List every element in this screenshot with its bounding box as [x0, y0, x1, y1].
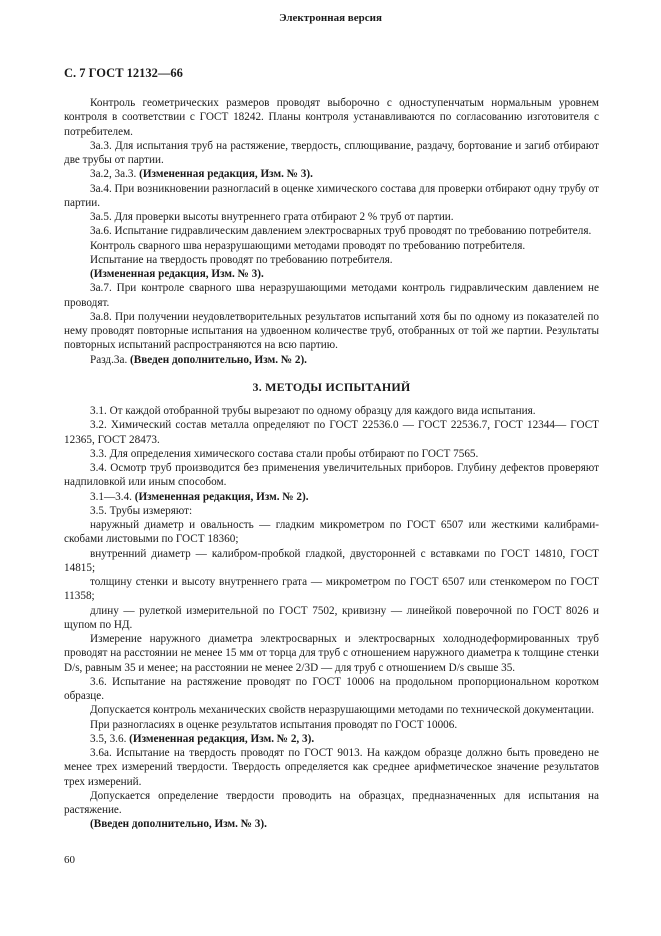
- paragraph-text: 3а.7. При контроле сварного шва неразрушающими методами контроль гидравлическим давлением не проводят.: [64, 282, 599, 309]
- paragraph: [64, 267, 599, 281]
- paragraph-text: 3а.8. При получении неудовлетворительных результатов испытаний хотя бы по одному из показателей по нему проводят повторные испытания на удвоенном количестве труб, отобранных от той же партии. Результаты повторных испытаний распространяются на всю партию.: [64, 310, 599, 352]
- paragraph: [64, 96, 599, 139]
- document-body: [64, 96, 599, 832]
- section-title: 3. МЕТОДЫ ИСПЫТАНИЙ: [252, 379, 411, 394]
- paragraph: [64, 817, 599, 831]
- paragraph-text: Разд.3а.: [90, 353, 131, 366]
- paragraph-text: 3.5. Трубы измеряют:: [90, 504, 193, 517]
- paragraph: [64, 490, 599, 504]
- paragraph-text: 3а.3. Для испытания труб на растяжение, твердость, сплющивание, раздачу, бортование и загиб отбирают две трубы от партии.: [64, 139, 599, 166]
- paragraph-text: длину — рулеткой измерительной по ГОСТ 7502, кривизну — линейкой поверочной по ГОСТ 8026 и щупом по НД.: [64, 604, 599, 631]
- section-3a: [64, 96, 599, 367]
- paragraph: [64, 447, 599, 461]
- paragraph: [64, 518, 599, 547]
- paragraph: [64, 182, 599, 211]
- paragraph: [64, 281, 599, 310]
- paragraph: [64, 746, 599, 789]
- paragraph-text: 3.2. Химический состав металла определяют по ГОСТ 22536.0 — ГОСТ 22536.7, ГОСТ 12344— ГОСТ 12365, ГОСТ 28473.: [64, 419, 599, 446]
- page-number: 60: [64, 854, 75, 866]
- amendment-note: (Измененная редакция, Изм. № 2, 3).: [129, 732, 315, 745]
- paragraph-text: Испытание на твердость проводят по требованию потребителя.: [90, 253, 393, 266]
- paragraph-text: При разногласиях в оценке результатов испытания проводят по ГОСТ 10006.: [90, 718, 458, 731]
- paragraph-text: Допускается контроль механических свойств неразрушающими методами по технической документации.: [90, 704, 594, 717]
- paragraph: [64, 632, 599, 675]
- paragraph: [64, 310, 599, 353]
- amendment-note: (Введен дополнительно, Изм. № 2).: [130, 353, 307, 366]
- paragraph-text: 3.1. От каждой отобранной трубы вырезают по одному образцу для каждого вида испытания.: [90, 405, 536, 417]
- amendment-note: (Введен дополнительно, Изм. № 3).: [90, 818, 267, 831]
- paragraph-text: 3.1—3.4.: [90, 490, 135, 503]
- paragraph: [64, 239, 599, 253]
- paragraph-text: наружный диаметр и овальность — гладким микрометром по ГОСТ 6507 или жесткими калибрами-скобами листовыми по ГОСТ 18360;: [64, 519, 599, 546]
- paragraph: [64, 575, 599, 604]
- paragraph-text: 3.3. Для определения химического состава стали пробы отбирают по ГОСТ 7565.: [90, 447, 479, 460]
- amendment-note: (Измененная редакция, Изм. № 3).: [139, 168, 313, 181]
- paragraph: [64, 547, 599, 576]
- paragraph: [64, 418, 599, 447]
- paragraph: [64, 604, 599, 633]
- paragraph: [64, 353, 599, 367]
- paragraph-text: внутренний диаметр — калибром-пробкой гладкой, двусторонней с вставками по ГОСТ 14810, ГОСТ 14815;: [64, 547, 599, 574]
- amendment-note: (Измененная редакция, Изм. № 3).: [90, 268, 264, 280]
- paragraph: [64, 139, 599, 168]
- paragraph: [64, 718, 599, 732]
- paragraph-text: Допускается определение твердости проводить на образцах, предназначенных для испытания на растяжение.: [64, 789, 599, 816]
- paragraph: [64, 732, 599, 746]
- paragraph: [64, 789, 599, 818]
- paragraph: [64, 167, 599, 181]
- paragraph: [64, 461, 599, 490]
- page-header: С. 7 ГОСТ 12132—66: [64, 66, 183, 80]
- paragraph-text: Контроль геометрических размеров проводят выборочно с одноступенчатым нормальным уровнем контроля в соответствии с ГОСТ 18242. Планы контроля устанавливаются по согласованию изготовителя с потребителем.: [64, 97, 599, 138]
- paragraph-text: толщину стенки и высоту внутреннего грата — микрометром по ГОСТ 6507 или стенкомером по ГОСТ 11358;: [64, 576, 599, 603]
- paragraph: [64, 675, 599, 704]
- paragraph-text: 3а.5. Для проверки высоты внутреннего грата отбирают 2 % труб от партии.: [90, 211, 454, 223]
- paragraph-text: 3.4. Осмотр труб производится без применения увеличительных приборов. Глубину дефектов проверяют надпиловкой или иным способом.: [64, 462, 599, 489]
- paragraph-text: Измерение наружного диаметра электросварных и электросварных холоднодеформированных труб проводят на расстоянии не менее 15 мм от торца для труб с отношением наружного диаметра к толщине стенки D/s, равным 35 и менее; на расстоянии не менее 2/3D — для труб с отношением D/s свыше 35.: [64, 633, 599, 674]
- paragraph: [64, 703, 599, 717]
- amendment-note: (Измененная редакция, Изм. № 2).: [134, 490, 309, 503]
- paragraph: [64, 504, 599, 518]
- paragraph-text: 3а.6. Испытание гидравлическим давлением электросварных труб проводят по требованию потребителя.: [90, 225, 592, 238]
- top-banner: Электронная версия: [279, 12, 382, 24]
- paragraph: [64, 224, 599, 238]
- paragraph-text: 3а.4. При возникновении разногласий в оценке химического состава для проверки отбирают одну трубу от партии.: [64, 182, 599, 209]
- paragraph-text: 3а.2, 3а.3.: [90, 168, 140, 181]
- paragraph: [64, 404, 599, 418]
- paragraph: [64, 253, 599, 267]
- paragraph-text: 3.6. Испытание на растяжение проводят по ГОСТ 10006 на продольном пропорциональном коротком образце.: [64, 675, 599, 702]
- paragraph-text: 3.6а. Испытание на твердость проводят по ГОСТ 9013. На каждом образце должно быть проведено не менее трех измерений твердости. Твердость определяется как среднее арифметическое значение результатов трех измерений.: [64, 747, 599, 788]
- section-3: [64, 404, 599, 832]
- paragraph: [64, 210, 599, 224]
- paragraph-text: 3.5, 3.6.: [90, 732, 130, 745]
- paragraph-text: Контроль сварного шва неразрушающими методами проводят по требованию потребителя.: [90, 239, 526, 252]
